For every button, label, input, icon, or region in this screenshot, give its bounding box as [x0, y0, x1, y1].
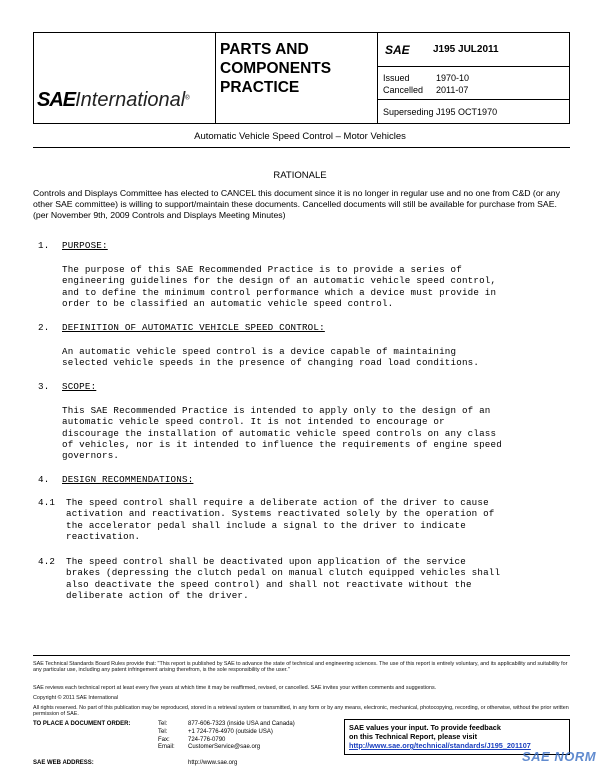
subsection-body [66, 497, 572, 542]
document-title: Automatic Vehicle Speed Control – Motor Vehicles [194, 131, 406, 142]
practice-title-cell [216, 33, 378, 123]
text-line: The speed control shall be deactivated upon application of the service [66, 556, 466, 567]
text-line: The purpose of this SAE Recommended Practice is to provide a series of [62, 264, 462, 275]
tel-value: 877-606-7323 (inside USA and Canada) [188, 721, 295, 727]
section-title: DEFINITION OF AUTOMATIC VEHICLE SPEED CONTROL: [62, 322, 325, 333]
section-title: DESIGN RECOMMENDATIONS: [62, 474, 194, 485]
feedback-line: on this Technical Report, please visit [349, 732, 477, 741]
rationale-heading: RATIONALE [273, 170, 327, 181]
title-divider [33, 147, 570, 148]
practice-title-line: PRACTICE [220, 79, 300, 96]
fax-value: 724-776-0790 [188, 736, 226, 743]
practice-title [220, 40, 370, 97]
cancelled-value: 2011-07 [436, 85, 469, 95]
logo-word: International [75, 89, 186, 111]
section-number: 4. [38, 474, 50, 485]
feedback-line: SAE values your input. To provide feedback [349, 723, 501, 732]
text-line: selected vehicle speeds in the presence of changing road load conditions. [62, 357, 480, 369]
text-line: discourage the installation of automatic vehicle speed controls on any class [62, 427, 497, 439]
text-line: engineering guidelines for the design of an automatic vehicle speed control, [62, 275, 497, 287]
text-line: An automatic vehicle speed control is a device capable of maintaining [62, 346, 457, 357]
logo-mark: SAE [37, 89, 76, 111]
issued-value: 1970-10 [436, 73, 470, 83]
feedback-link[interactable]: http://www.sae.org/technical/standards/J195_201107 [349, 741, 531, 750]
web-label: SAE WEB ADDRESS: [33, 760, 94, 766]
text-line: automatic vehicle speed control. It is not intended to encourage or [62, 416, 445, 428]
text-line: deliberate action of the driver. [66, 589, 249, 601]
order-label: TO PLACE A DOCUMENT ORDER: [33, 721, 131, 727]
footer-rights: All rights reserved. No part of this publication may be reproduced, stored in a retrieval system or transmitted, in any form or by any means, electronic, mechanical, photocopying, recording, or otherwise, without the prior written permission of SAE. [33, 705, 569, 718]
subsection-number: 4.1 [38, 497, 56, 508]
section-title: PURPOSE: [62, 240, 108, 251]
cancelled-label: Cancelled [383, 85, 424, 95]
section-1-body [62, 264, 572, 309]
text-line: the accelerator pedal shall include a signal to the driver to indicate [66, 519, 466, 531]
doc-id: J195 JUL2011 [433, 44, 499, 55]
rationale-body: Controls and Displays Committee has elected to CANCEL this document since it is no longer in regular use and no one from C&D (or any other SAE committee) is willing to support/maintain these documents. Cancelled documents will still be available for purchase from SAE. (per November 9th, 2009 Controls and Displays Meeting Minutes) [33, 188, 560, 220]
section-4-heading [38, 474, 193, 485]
email-link[interactable]: CustomerService@sae.org [188, 744, 261, 751]
text-line: order to be classified an automatic vehicle speed control. [62, 297, 394, 309]
section-3-body [62, 405, 572, 461]
practice-title-line: COMPONENTS [220, 60, 332, 77]
logo-cell [34, 33, 216, 123]
section-number: 1. [38, 240, 50, 251]
superseding: Superseding J195 OCT1970 [383, 107, 498, 117]
text-line: of vehicles, nor is it intended to influence the requirements of engine speed [62, 438, 502, 450]
tel2-label: Tel: [158, 728, 168, 735]
section-number: 3. [38, 381, 50, 392]
text-line: This SAE Recommended Practice is intended to apply only to the design of an [62, 405, 491, 416]
footer-review-note: SAE reviews each technical report at least every five years at which time it may be reaffirmed, revised, or cancelled. SAE invites your written comments and suggestions. [33, 685, 437, 691]
tel2-value: +1 724-776-4970 (outside USA) [188, 728, 273, 735]
sae-norm-watermark: SAE NORM [522, 749, 597, 764]
doc-dates [378, 67, 569, 100]
section-title: SCOPE: [62, 381, 97, 392]
sae-international-logo [37, 89, 190, 112]
text-line: brakes (depressing the clutch pedal on manual clutch equipped vehicles shall [66, 567, 501, 579]
tel-label: Tel: [158, 721, 168, 727]
subsection-number: 4.2 [38, 556, 56, 567]
text-line: also deactivate the speed control) and shall not reactivate without the [66, 578, 472, 590]
fax-label: Fax: [158, 736, 170, 743]
web-link[interactable]: http://www.sae.org [188, 760, 238, 766]
section-number: 2. [38, 322, 50, 333]
text-line: The speed control shall require a deliberate action of the driver to cause [66, 497, 489, 508]
text-line: activation and reactivation. Systems reactivated solely by the operation of [66, 508, 495, 520]
email-label: Email: [158, 744, 175, 751]
subsection-body [66, 556, 572, 601]
footer-divider [33, 655, 570, 656]
footer-disclaimer: SAE Technical Standards Board Rules provide that: "This report is published by SAE to advance the state of technical and engineering sciences. The use of this report is entirely voluntary, and its applicability and suitability for any particular use, including any patent infringement arising therefrom, is the sole responsibility of the user." [33, 661, 568, 674]
section-1-heading [38, 240, 108, 251]
issued-label: Issued [383, 73, 410, 83]
sae-mini-logo: SAE [385, 43, 410, 57]
logo-registered: ® [185, 95, 190, 102]
practice-title-line: PARTS AND [220, 41, 309, 58]
text-line: reactivation. [66, 530, 141, 542]
footer-copyright: Copyright © 2011 SAE International [33, 695, 119, 701]
section-3-heading [38, 381, 96, 392]
header-box [33, 32, 570, 124]
doc-id-row [378, 33, 569, 67]
text-line: and to define the minimum control performance which a device must provide in [62, 286, 497, 298]
section-2-body [62, 346, 572, 369]
section-2-heading [38, 322, 325, 333]
text-line: governors. [62, 450, 120, 462]
doc-info-cell [378, 33, 569, 123]
